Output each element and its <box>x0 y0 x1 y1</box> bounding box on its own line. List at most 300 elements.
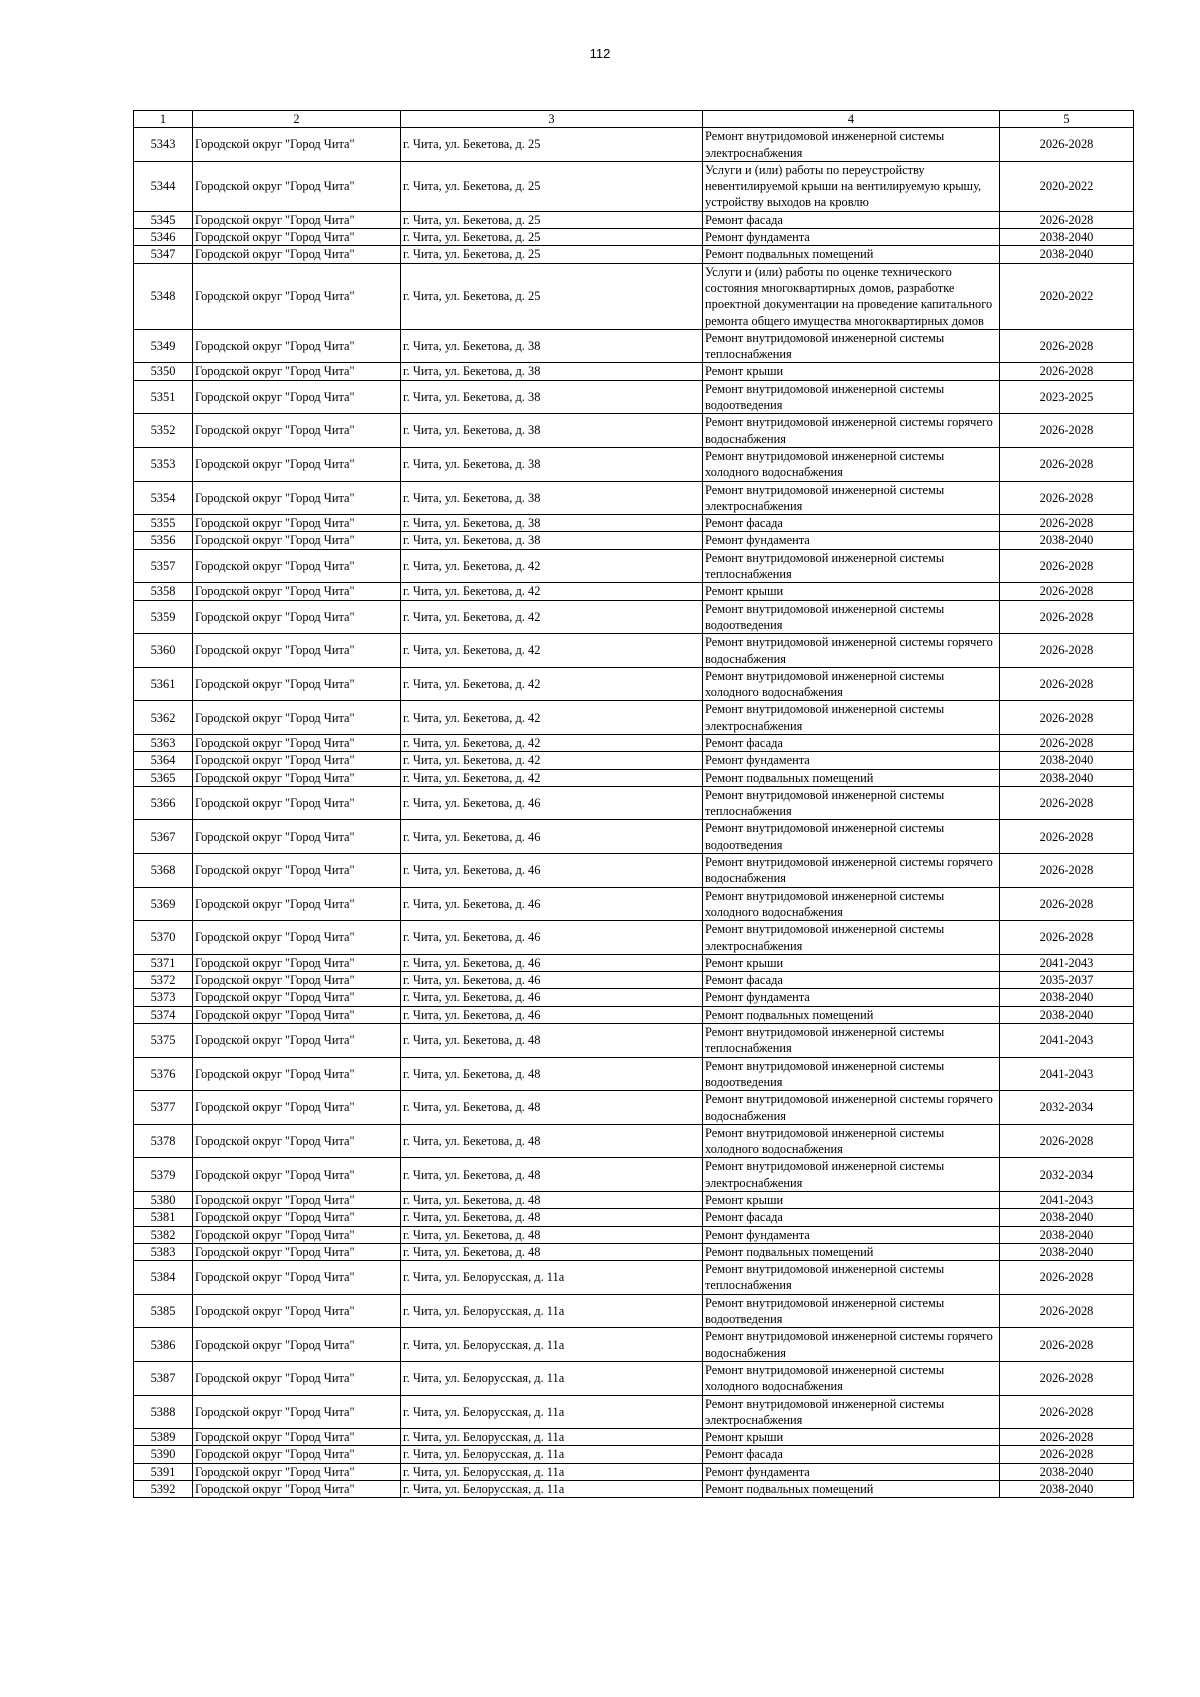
municipality-cell: Городской округ "Город Чита" <box>193 549 401 583</box>
table-row <box>134 161 1134 211</box>
municipality-cell: Городской округ "Город Чита" <box>193 734 401 751</box>
address-cell: г. Чита, ул. Бекетова, д. 25 <box>401 211 703 228</box>
municipality-cell: Городской округ "Город Чита" <box>193 1158 401 1192</box>
work-type-cell: Ремонт внутридомовой инженерной системы теплоснабжения <box>703 329 1000 363</box>
address-cell: г. Чита, ул. Бекетова, д. 42 <box>401 769 703 786</box>
address-cell: г. Чита, ул. Бекетова, д. 46 <box>401 954 703 971</box>
period-cell: 2026-2028 <box>1000 329 1134 363</box>
period-cell: 2038-2040 <box>1000 532 1134 549</box>
work-type-cell: Ремонт внутридомовой инженерной системы водоотведения <box>703 1057 1000 1091</box>
municipality-cell: Городской округ "Город Чита" <box>193 921 401 955</box>
municipality-cell: Городской округ "Город Чита" <box>193 263 401 329</box>
address-cell: г. Чита, ул. Белорусская, д. 11а <box>401 1294 703 1328</box>
row-number-cell: 5391 <box>134 1463 193 1480</box>
address-cell: г. Чита, ул. Бекетова, д. 46 <box>401 921 703 955</box>
row-number-cell: 5390 <box>134 1446 193 1463</box>
work-type-cell: Ремонт внутридомовой инженерной системы водоотведения <box>703 1294 1000 1328</box>
period-cell: 2041-2043 <box>1000 1057 1134 1091</box>
page-number: 112 <box>589 46 611 61</box>
municipality-cell: Городской округ "Город Чита" <box>193 1463 401 1480</box>
municipality-cell: Городской округ "Город Чита" <box>193 752 401 769</box>
address-cell: г. Чита, ул. Бекетова, д. 25 <box>401 246 703 263</box>
table-row <box>134 549 1134 583</box>
row-number-cell: 5381 <box>134 1209 193 1226</box>
table-row <box>134 921 1134 955</box>
table-row <box>134 1361 1134 1395</box>
period-cell: 2038-2040 <box>1000 1463 1134 1480</box>
address-cell: г. Чита, ул. Бекетова, д. 48 <box>401 1158 703 1192</box>
address-cell: г. Чита, ул. Бекетова, д. 42 <box>401 634 703 668</box>
row-number-cell: 5380 <box>134 1192 193 1209</box>
row-number-cell: 5352 <box>134 414 193 448</box>
municipality-cell: Городской округ "Город Чита" <box>193 128 401 162</box>
work-type-cell: Ремонт внутридомовой инженерной системы электроснабжения <box>703 1158 1000 1192</box>
period-cell: 2026-2028 <box>1000 734 1134 751</box>
municipality-cell: Городской округ "Город Чита" <box>193 246 401 263</box>
municipality-cell: Городской округ "Город Чита" <box>193 1261 401 1295</box>
table-row <box>134 600 1134 634</box>
row-number-cell: 5385 <box>134 1294 193 1328</box>
address-cell: г. Чита, ул. Бекетова, д. 46 <box>401 887 703 921</box>
work-type-cell: Ремонт фундамента <box>703 989 1000 1006</box>
period-cell: 2026-2028 <box>1000 600 1134 634</box>
table-row <box>134 1192 1134 1209</box>
table-row <box>134 1294 1134 1328</box>
municipality-cell: Городской округ "Город Чита" <box>193 989 401 1006</box>
table-header-row <box>134 111 1134 128</box>
municipality-cell: Городской округ "Город Чита" <box>193 329 401 363</box>
address-cell: г. Чита, ул. Бекетова, д. 46 <box>401 989 703 1006</box>
municipality-cell: Городской округ "Город Чита" <box>193 600 401 634</box>
column-header: 4 <box>703 111 1000 128</box>
period-cell: 2026-2028 <box>1000 363 1134 380</box>
period-cell: 2026-2028 <box>1000 515 1134 532</box>
period-cell: 2026-2028 <box>1000 1294 1134 1328</box>
municipality-cell: Городской округ "Город Чита" <box>193 1124 401 1158</box>
period-cell: 2032-2034 <box>1000 1091 1134 1125</box>
work-type-cell: Ремонт внутридомовой инженерной системы холодного водоснабжения <box>703 447 1000 481</box>
municipality-cell: Городской округ "Город Чита" <box>193 363 401 380</box>
municipality-cell: Городской округ "Город Чита" <box>193 414 401 448</box>
municipality-cell: Городской округ "Город Чита" <box>193 769 401 786</box>
table-row <box>134 1261 1134 1295</box>
municipality-cell: Городской округ "Город Чита" <box>193 1024 401 1058</box>
municipality-cell: Городской округ "Город Чита" <box>193 1481 401 1498</box>
address-cell: г. Чита, ул. Бекетова, д. 48 <box>401 1243 703 1260</box>
period-cell: 2032-2034 <box>1000 1158 1134 1192</box>
municipality-cell: Городской округ "Город Чита" <box>193 701 401 735</box>
work-type-cell: Ремонт крыши <box>703 583 1000 600</box>
table-row <box>134 363 1134 380</box>
work-type-cell: Ремонт фундамента <box>703 1463 1000 1480</box>
address-cell: г. Чита, ул. Бекетова, д. 38 <box>401 414 703 448</box>
period-cell: 2038-2040 <box>1000 1226 1134 1243</box>
address-cell: г. Чита, ул. Бекетова, д. 48 <box>401 1024 703 1058</box>
work-type-cell: Ремонт внутридомовой инженерной системы горячего водоснабжения <box>703 414 1000 448</box>
period-cell: 2026-2028 <box>1000 1124 1134 1158</box>
row-number-cell: 5359 <box>134 600 193 634</box>
period-cell: 2026-2028 <box>1000 1429 1134 1446</box>
address-cell: г. Чита, ул. Бекетова, д. 38 <box>401 532 703 549</box>
municipality-cell: Городской округ "Город Чита" <box>193 954 401 971</box>
municipality-cell: Городской округ "Город Чита" <box>193 1243 401 1260</box>
address-cell: г. Чита, ул. Белорусская, д. 11а <box>401 1395 703 1429</box>
period-cell: 2026-2028 <box>1000 1361 1134 1395</box>
municipality-cell: Городской округ "Город Чита" <box>193 447 401 481</box>
municipality-cell: Городской округ "Город Чита" <box>193 532 401 549</box>
period-cell: 2026-2028 <box>1000 447 1134 481</box>
work-type-cell: Ремонт внутридомовой инженерной системы горячего водоснабжения <box>703 1091 1000 1125</box>
address-cell: г. Чита, ул. Бекетова, д. 38 <box>401 447 703 481</box>
address-cell: г. Чита, ул. Белорусская, д. 11а <box>401 1463 703 1480</box>
municipality-cell: Городской округ "Город Чита" <box>193 887 401 921</box>
row-number-cell: 5378 <box>134 1124 193 1158</box>
period-cell: 2020-2022 <box>1000 263 1134 329</box>
work-type-cell: Ремонт фундамента <box>703 532 1000 549</box>
work-type-cell: Ремонт фасада <box>703 734 1000 751</box>
address-cell: г. Чита, ул. Бекетова, д. 42 <box>401 752 703 769</box>
address-cell: г. Чита, ул. Бекетова, д. 38 <box>401 515 703 532</box>
municipality-cell: Городской округ "Город Чита" <box>193 1057 401 1091</box>
work-type-cell: Ремонт фундамента <box>703 229 1000 246</box>
work-type-cell: Ремонт крыши <box>703 954 1000 971</box>
work-type-cell: Ремонт внутридомовой инженерной системы электроснабжения <box>703 481 1000 515</box>
address-cell: г. Чита, ул. Бекетова, д. 38 <box>401 380 703 414</box>
municipality-cell: Городской округ "Город Чита" <box>193 1395 401 1429</box>
address-cell: г. Чита, ул. Бекетова, д. 42 <box>401 600 703 634</box>
table-row <box>134 989 1134 1006</box>
column-header: 1 <box>134 111 193 128</box>
work-type-cell: Ремонт фасада <box>703 515 1000 532</box>
period-cell: 2038-2040 <box>1000 1006 1134 1023</box>
municipality-cell: Городской округ "Город Чита" <box>193 854 401 888</box>
address-cell: г. Чита, ул. Бекетова, д. 48 <box>401 1057 703 1091</box>
row-number-cell: 5345 <box>134 211 193 228</box>
period-cell: 2026-2028 <box>1000 414 1134 448</box>
table-row <box>134 583 1134 600</box>
period-cell: 2038-2040 <box>1000 246 1134 263</box>
municipality-cell: Городской округ "Город Чита" <box>193 481 401 515</box>
row-number-cell: 5346 <box>134 229 193 246</box>
period-cell: 2026-2028 <box>1000 667 1134 701</box>
period-cell: 2038-2040 <box>1000 752 1134 769</box>
table-row <box>134 1209 1134 1226</box>
row-number-cell: 5347 <box>134 246 193 263</box>
work-type-cell: Ремонт подвальных помещений <box>703 769 1000 786</box>
period-cell: 2026-2028 <box>1000 1446 1134 1463</box>
table-row <box>134 481 1134 515</box>
period-cell: 2041-2043 <box>1000 954 1134 971</box>
work-type-cell: Ремонт подвальных помещений <box>703 1006 1000 1023</box>
work-type-cell: Ремонт крыши <box>703 363 1000 380</box>
table-row <box>134 414 1134 448</box>
period-cell: 2026-2028 <box>1000 1261 1134 1295</box>
row-number-cell: 5361 <box>134 667 193 701</box>
table-row <box>134 734 1134 751</box>
table-row <box>134 634 1134 668</box>
work-type-cell: Ремонт внутридомовой инженерной системы водоотведения <box>703 380 1000 414</box>
table-row <box>134 954 1134 971</box>
address-cell: г. Чита, ул. Бекетова, д. 42 <box>401 583 703 600</box>
table-row <box>134 1243 1134 1260</box>
municipality-cell: Городской округ "Город Чита" <box>193 161 401 211</box>
period-cell: 2026-2028 <box>1000 887 1134 921</box>
row-number-cell: 5362 <box>134 701 193 735</box>
table-row <box>134 128 1134 162</box>
address-cell: г. Чита, ул. Бекетова, д. 42 <box>401 701 703 735</box>
address-cell: г. Чита, ул. Бекетова, д. 46 <box>401 820 703 854</box>
work-type-cell: Ремонт внутридомовой инженерной системы холодного водоснабжения <box>703 887 1000 921</box>
period-cell: 2023-2025 <box>1000 380 1134 414</box>
period-cell: 2026-2028 <box>1000 1395 1134 1429</box>
municipality-cell: Городской округ "Город Чита" <box>193 972 401 989</box>
row-number-cell: 5353 <box>134 447 193 481</box>
period-cell: 2038-2040 <box>1000 229 1134 246</box>
column-header: 2 <box>193 111 401 128</box>
address-cell: г. Чита, ул. Бекетова, д. 48 <box>401 1124 703 1158</box>
work-type-cell: Ремонт подвальных помещений <box>703 246 1000 263</box>
row-number-cell: 5392 <box>134 1481 193 1498</box>
table-row <box>134 972 1134 989</box>
municipality-cell: Городской округ "Город Чита" <box>193 1209 401 1226</box>
row-number-cell: 5373 <box>134 989 193 1006</box>
municipality-cell: Городской округ "Город Чита" <box>193 380 401 414</box>
row-number-cell: 5357 <box>134 549 193 583</box>
row-number-cell: 5375 <box>134 1024 193 1058</box>
work-type-cell: Ремонт внутридомовой инженерной системы водоотведения <box>703 820 1000 854</box>
address-cell: г. Чита, ул. Белорусская, д. 11а <box>401 1328 703 1362</box>
table-row <box>134 380 1134 414</box>
municipality-cell: Городской округ "Город Чита" <box>193 583 401 600</box>
work-type-cell: Услуги и (или) работы по переустройству невентилируемой крыши на вентилируемую крышу, устройству выходов на кровлю <box>703 161 1000 211</box>
period-cell: 2026-2028 <box>1000 549 1134 583</box>
period-cell: 2026-2028 <box>1000 634 1134 668</box>
period-cell: 2026-2028 <box>1000 583 1134 600</box>
address-cell: г. Чита, ул. Бекетова, д. 42 <box>401 549 703 583</box>
table-row <box>134 1463 1134 1480</box>
work-type-cell: Ремонт внутридомовой инженерной системы горячего водоснабжения <box>703 634 1000 668</box>
municipality-cell: Городской округ "Город Чита" <box>193 515 401 532</box>
work-type-cell: Ремонт внутридомовой инженерной системы электроснабжения <box>703 921 1000 955</box>
row-number-cell: 5348 <box>134 263 193 329</box>
municipality-cell: Городской округ "Город Чита" <box>193 667 401 701</box>
table-row <box>134 263 1134 329</box>
row-number-cell: 5354 <box>134 481 193 515</box>
row-number-cell: 5350 <box>134 363 193 380</box>
period-cell: 2026-2028 <box>1000 820 1134 854</box>
work-type-cell: Ремонт внутридомовой инженерной системы теплоснабжения <box>703 1261 1000 1295</box>
row-number-cell: 5355 <box>134 515 193 532</box>
table-row <box>134 1006 1134 1023</box>
table-row <box>134 447 1134 481</box>
municipality-cell: Городской округ "Город Чита" <box>193 1361 401 1395</box>
address-cell: г. Чита, ул. Белорусская, д. 11а <box>401 1361 703 1395</box>
row-number-cell: 5382 <box>134 1226 193 1243</box>
table-row <box>134 1091 1134 1125</box>
work-type-cell: Ремонт фундамента <box>703 752 1000 769</box>
period-cell: 2038-2040 <box>1000 989 1134 1006</box>
work-type-cell: Ремонт внутридомовой инженерной системы теплоснабжения <box>703 1024 1000 1058</box>
row-number-cell: 5379 <box>134 1158 193 1192</box>
work-type-cell: Ремонт внутридомовой инженерной системы холодного водоснабжения <box>703 1361 1000 1395</box>
row-number-cell: 5364 <box>134 752 193 769</box>
row-number-cell: 5374 <box>134 1006 193 1023</box>
work-type-cell: Услуги и (или) работы по оценке технического состояния многоквартирных домов, разработке проектной документации на проведение капитального ремонта общего имущества многоквартирных домов <box>703 263 1000 329</box>
row-number-cell: 5371 <box>134 954 193 971</box>
row-number-cell: 5356 <box>134 532 193 549</box>
row-number-cell: 5360 <box>134 634 193 668</box>
address-cell: г. Чита, ул. Бекетова, д. 46 <box>401 854 703 888</box>
municipality-cell: Городской округ "Город Чита" <box>193 1192 401 1209</box>
work-type-cell: Ремонт внутридомовой инженерной системы электроснабжения <box>703 1395 1000 1429</box>
municipality-cell: Городской округ "Город Чита" <box>193 1446 401 1463</box>
period-cell: 2038-2040 <box>1000 1481 1134 1498</box>
municipality-cell: Городской округ "Город Чита" <box>193 211 401 228</box>
address-cell: г. Чита, ул. Бекетова, д. 48 <box>401 1091 703 1125</box>
municipality-cell: Городской округ "Город Чита" <box>193 1294 401 1328</box>
address-cell: г. Чита, ул. Бекетова, д. 48 <box>401 1192 703 1209</box>
address-cell: г. Чита, ул. Бекетова, д. 42 <box>401 667 703 701</box>
work-type-cell: Ремонт подвальных помещений <box>703 1243 1000 1260</box>
work-type-cell: Ремонт фундамента <box>703 1226 1000 1243</box>
address-cell: г. Чита, ул. Бекетова, д. 48 <box>401 1209 703 1226</box>
municipality-cell: Городской округ "Город Чита" <box>193 1091 401 1125</box>
period-cell: 2026-2028 <box>1000 211 1134 228</box>
municipality-cell: Городской округ "Город Чита" <box>193 1328 401 1362</box>
row-number-cell: 5376 <box>134 1057 193 1091</box>
work-type-cell: Ремонт внутридомовой инженерной системы холодного водоснабжения <box>703 1124 1000 1158</box>
table-body <box>134 111 1134 1498</box>
address-cell: г. Чита, ул. Белорусская, д. 11а <box>401 1446 703 1463</box>
table-row <box>134 532 1134 549</box>
address-cell: г. Чита, ул. Белорусская, д. 11а <box>401 1429 703 1446</box>
table-row <box>134 1446 1134 1463</box>
table-row <box>134 769 1134 786</box>
work-type-cell: Ремонт внутридомовой инженерной системы теплоснабжения <box>703 549 1000 583</box>
row-number-cell: 5383 <box>134 1243 193 1260</box>
row-number-cell: 5358 <box>134 583 193 600</box>
table-row <box>134 820 1134 854</box>
table-row <box>134 1429 1134 1446</box>
table-row <box>134 1124 1134 1158</box>
address-cell: г. Чита, ул. Бекетова, д. 25 <box>401 128 703 162</box>
address-cell: г. Чита, ул. Бекетова, д. 25 <box>401 161 703 211</box>
address-cell: г. Чита, ул. Бекетова, д. 46 <box>401 1006 703 1023</box>
period-cell: 2041-2043 <box>1000 1024 1134 1058</box>
table-row <box>134 786 1134 820</box>
period-cell: 2026-2028 <box>1000 854 1134 888</box>
row-number-cell: 5372 <box>134 972 193 989</box>
row-number-cell: 5363 <box>134 734 193 751</box>
address-cell: г. Чита, ул. Бекетова, д. 46 <box>401 786 703 820</box>
period-cell: 2026-2028 <box>1000 701 1134 735</box>
address-cell: г. Чита, ул. Бекетова, д. 38 <box>401 363 703 380</box>
municipality-cell: Городской округ "Город Чита" <box>193 1226 401 1243</box>
table-row <box>134 887 1134 921</box>
address-cell: г. Чита, ул. Бекетова, д. 38 <box>401 329 703 363</box>
period-cell: 2026-2028 <box>1000 786 1134 820</box>
table-row <box>134 329 1134 363</box>
table-row <box>134 854 1134 888</box>
row-number-cell: 5344 <box>134 161 193 211</box>
work-type-cell: Ремонт внутридомовой инженерной системы холодного водоснабжения <box>703 667 1000 701</box>
work-type-cell: Ремонт фасада <box>703 1446 1000 1463</box>
row-number-cell: 5368 <box>134 854 193 888</box>
table-row <box>134 246 1134 263</box>
table-row <box>134 211 1134 228</box>
row-number-cell: 5349 <box>134 329 193 363</box>
address-cell: г. Чита, ул. Бекетова, д. 25 <box>401 263 703 329</box>
work-type-cell: Ремонт крыши <box>703 1429 1000 1446</box>
address-cell: г. Чита, ул. Бекетова, д. 48 <box>401 1226 703 1243</box>
address-cell: г. Чита, ул. Бекетова, д. 46 <box>401 972 703 989</box>
table-row <box>134 701 1134 735</box>
row-number-cell: 5366 <box>134 786 193 820</box>
work-type-cell: Ремонт крыши <box>703 1192 1000 1209</box>
row-number-cell: 5386 <box>134 1328 193 1362</box>
municipality-cell: Городской округ "Город Чита" <box>193 229 401 246</box>
period-cell: 2038-2040 <box>1000 1243 1134 1260</box>
work-type-cell: Ремонт фасада <box>703 972 1000 989</box>
municipality-cell: Городской округ "Город Чита" <box>193 1429 401 1446</box>
row-number-cell: 5384 <box>134 1261 193 1295</box>
table-row <box>134 1158 1134 1192</box>
municipality-cell: Городской округ "Город Чита" <box>193 1006 401 1023</box>
table-row <box>134 1481 1134 1498</box>
table-row <box>134 1328 1134 1362</box>
period-cell: 2041-2043 <box>1000 1192 1134 1209</box>
address-cell: г. Чита, ул. Бекетова, д. 25 <box>401 229 703 246</box>
work-type-cell: Ремонт подвальных помещений <box>703 1481 1000 1498</box>
address-cell: г. Чита, ул. Белорусская, д. 11а <box>401 1481 703 1498</box>
row-number-cell: 5343 <box>134 128 193 162</box>
table-row <box>134 667 1134 701</box>
row-number-cell: 5365 <box>134 769 193 786</box>
table-row <box>134 1226 1134 1243</box>
row-number-cell: 5369 <box>134 887 193 921</box>
table-row <box>134 1057 1134 1091</box>
work-type-cell: Ремонт фасада <box>703 1209 1000 1226</box>
address-cell: г. Чита, ул. Бекетова, д. 38 <box>401 481 703 515</box>
table-row <box>134 1024 1134 1058</box>
period-cell: 2035-2037 <box>1000 972 1134 989</box>
period-cell: 2026-2028 <box>1000 1328 1134 1362</box>
municipality-cell: Городской округ "Город Чита" <box>193 820 401 854</box>
row-number-cell: 5351 <box>134 380 193 414</box>
work-type-cell: Ремонт внутридомовой инженерной системы горячего водоснабжения <box>703 854 1000 888</box>
address-cell: г. Чита, ул. Бекетова, д. 42 <box>401 734 703 751</box>
row-number-cell: 5377 <box>134 1091 193 1125</box>
period-cell: 2038-2040 <box>1000 769 1134 786</box>
period-cell: 2026-2028 <box>1000 128 1134 162</box>
table-row <box>134 1395 1134 1429</box>
row-number-cell: 5367 <box>134 820 193 854</box>
period-cell: 2020-2022 <box>1000 161 1134 211</box>
row-number-cell: 5387 <box>134 1361 193 1395</box>
table-row <box>134 229 1134 246</box>
table-row <box>134 752 1134 769</box>
row-number-cell: 5389 <box>134 1429 193 1446</box>
municipality-cell: Городской округ "Город Чита" <box>193 786 401 820</box>
period-cell: 2026-2028 <box>1000 481 1134 515</box>
table-row <box>134 515 1134 532</box>
column-header: 5 <box>1000 111 1134 128</box>
column-header: 3 <box>401 111 703 128</box>
municipality-cell: Городской округ "Город Чита" <box>193 634 401 668</box>
work-type-cell: Ремонт внутридомовой инженерной системы горячего водоснабжения <box>703 1328 1000 1362</box>
row-number-cell: 5388 <box>134 1395 193 1429</box>
work-type-cell: Ремонт внутридомовой инженерной системы электроснабжения <box>703 701 1000 735</box>
